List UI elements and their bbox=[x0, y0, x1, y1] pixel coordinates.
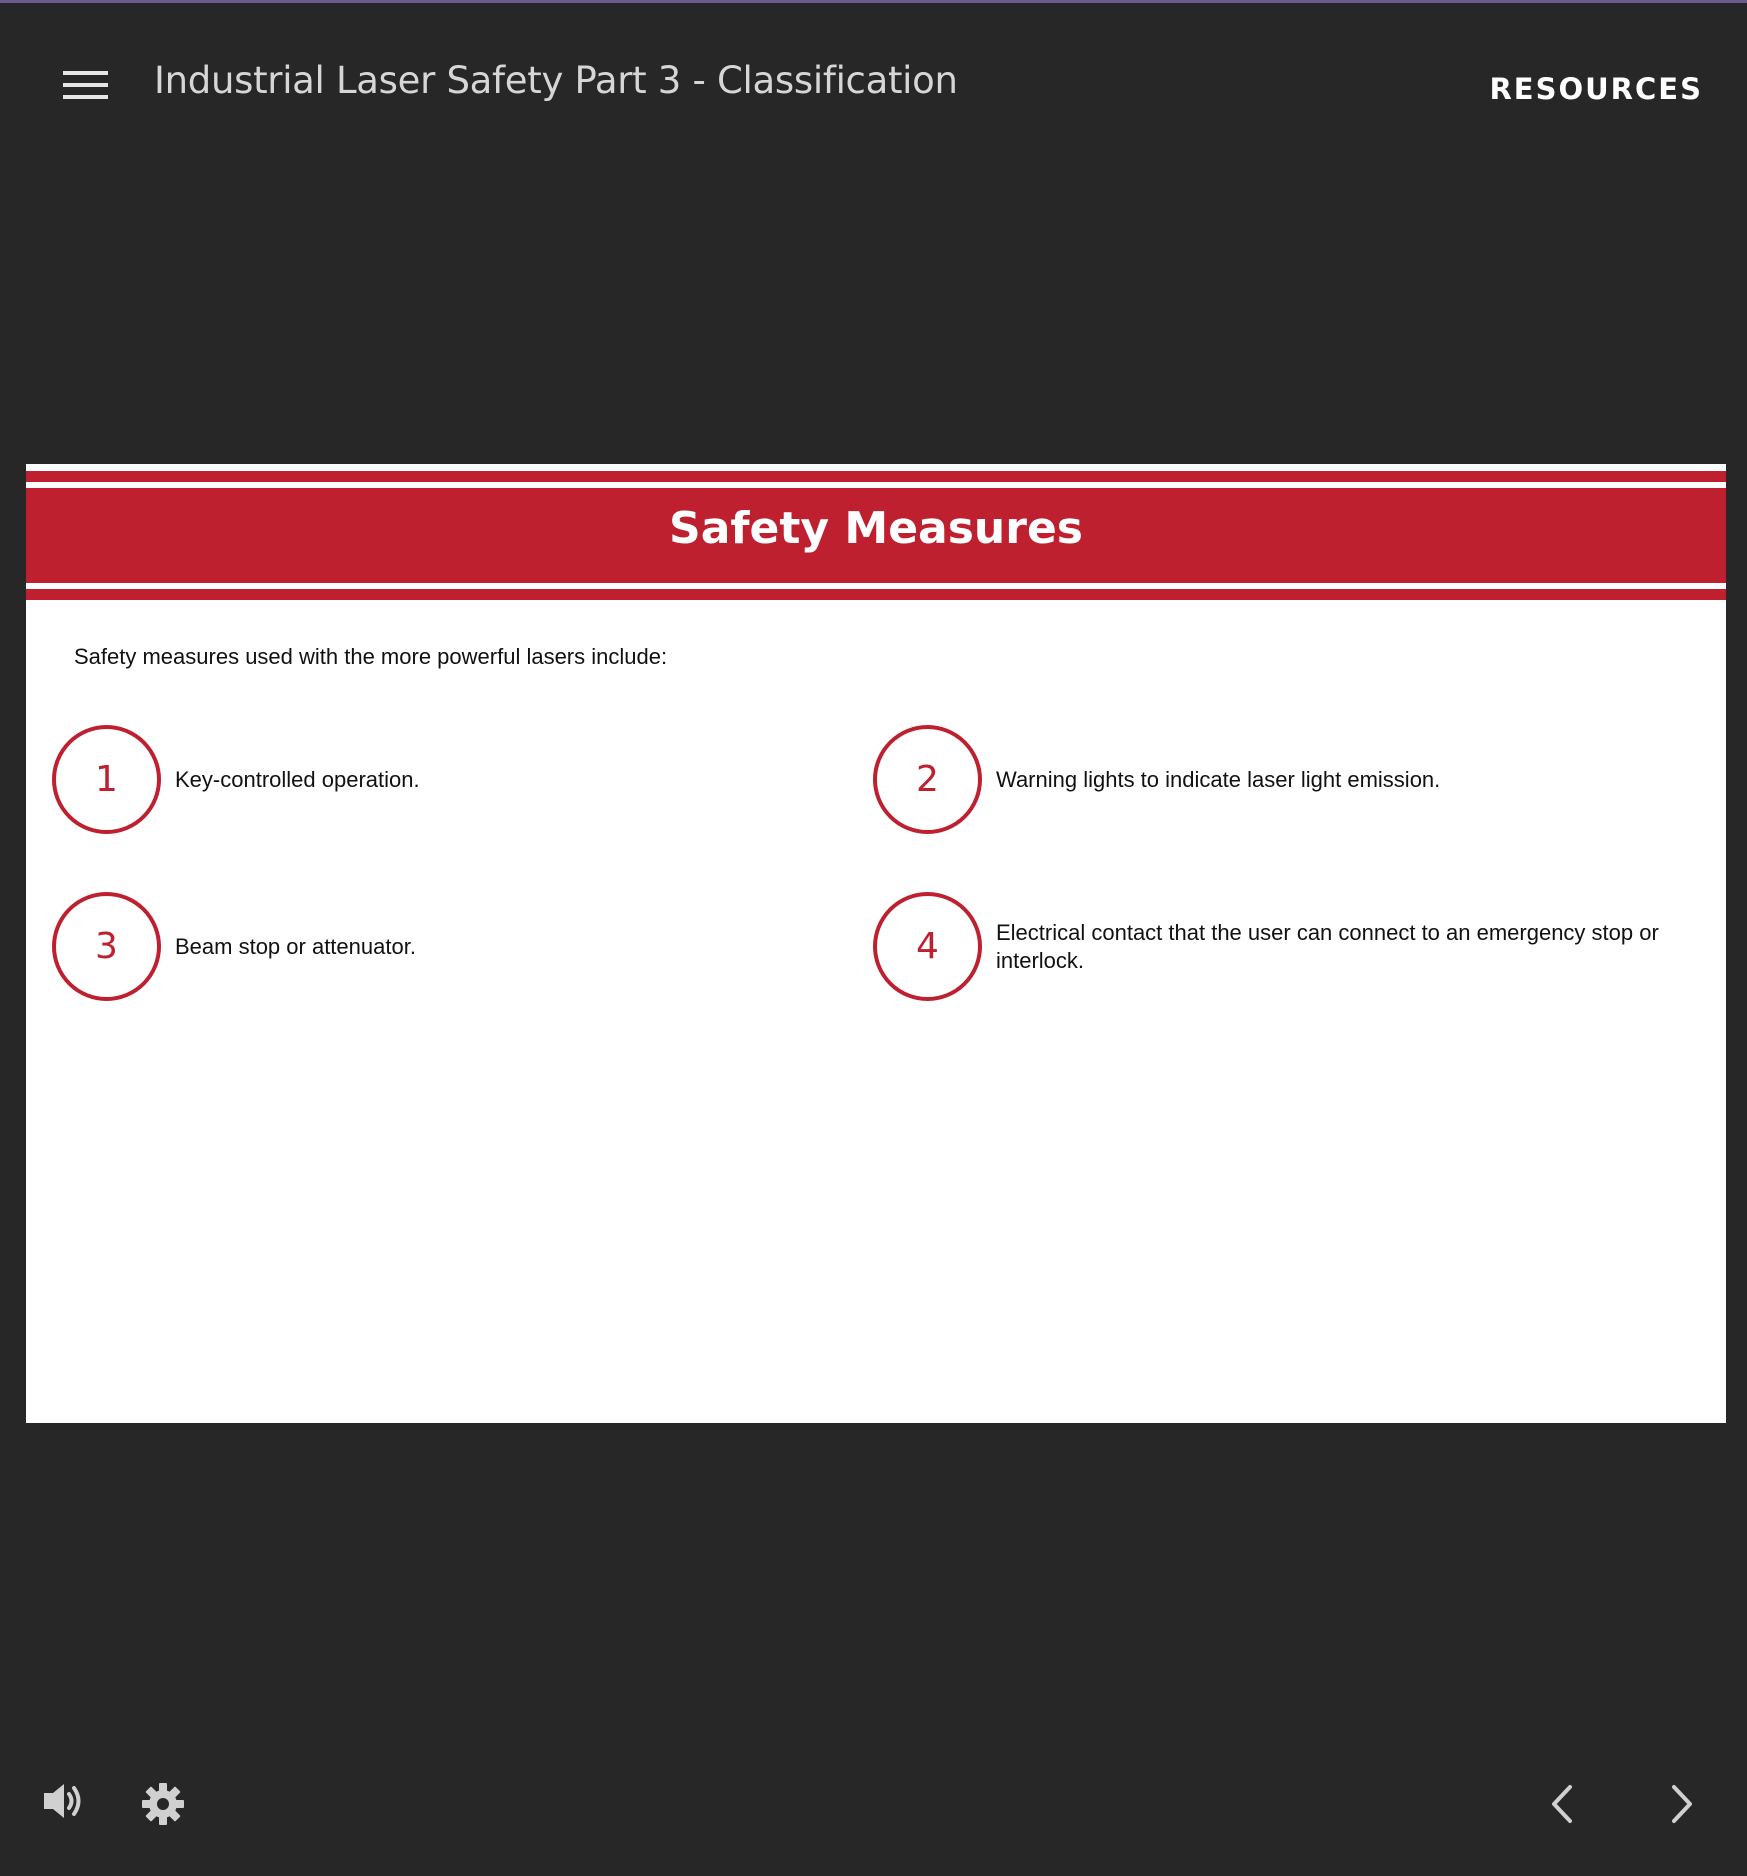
title-banner bbox=[26, 471, 1726, 600]
settings-button[interactable] bbox=[141, 1782, 185, 1826]
hamburger-menu-icon-bar bbox=[63, 83, 108, 87]
next-slide-button[interactable] bbox=[1665, 1782, 1699, 1826]
banner-stripe-bottom bbox=[26, 589, 1726, 600]
intro-text: Safety measures used with the more powerful lasers include: bbox=[74, 644, 668, 669]
hamburger-menu-icon-bar bbox=[63, 95, 108, 99]
slide-content bbox=[26, 464, 1726, 1423]
number-badge: 1 bbox=[52, 725, 161, 834]
gear-icon bbox=[141, 1782, 185, 1826]
resources-button[interactable]: RESOURCES bbox=[1489, 72, 1703, 106]
measure-text: Beam stop or attenuator. bbox=[175, 933, 416, 959]
measure-item bbox=[873, 892, 1676, 1001]
measure-item bbox=[52, 892, 855, 1001]
number-badge: 2 bbox=[873, 725, 982, 834]
slide-heading: Safety Measures bbox=[669, 503, 1083, 554]
number-badge: 3 bbox=[52, 892, 161, 1001]
previous-slide-button[interactable] bbox=[1545, 1782, 1579, 1826]
measure-text: Warning lights to indicate laser light emission. bbox=[996, 766, 1441, 792]
chevron-right-icon bbox=[1665, 1782, 1699, 1826]
course-title: Industrial Laser Safety Part 3 - Classification bbox=[154, 59, 958, 102]
number-badge: 4 bbox=[873, 892, 982, 1001]
measure-text: Electrical contact that the user can connect to an emergency stop or interlock. bbox=[996, 919, 1659, 973]
banner-stripe-top bbox=[26, 471, 1726, 482]
audio-button[interactable] bbox=[40, 1780, 88, 1822]
measure-item bbox=[873, 725, 1676, 834]
chevron-left-icon bbox=[1545, 1782, 1579, 1826]
measure-text: Key-controlled operation. bbox=[175, 766, 420, 792]
measure-item bbox=[52, 725, 855, 834]
speaker-icon bbox=[40, 1780, 88, 1822]
menu-button[interactable] bbox=[60, 71, 110, 105]
hamburger-menu-icon bbox=[63, 71, 108, 75]
